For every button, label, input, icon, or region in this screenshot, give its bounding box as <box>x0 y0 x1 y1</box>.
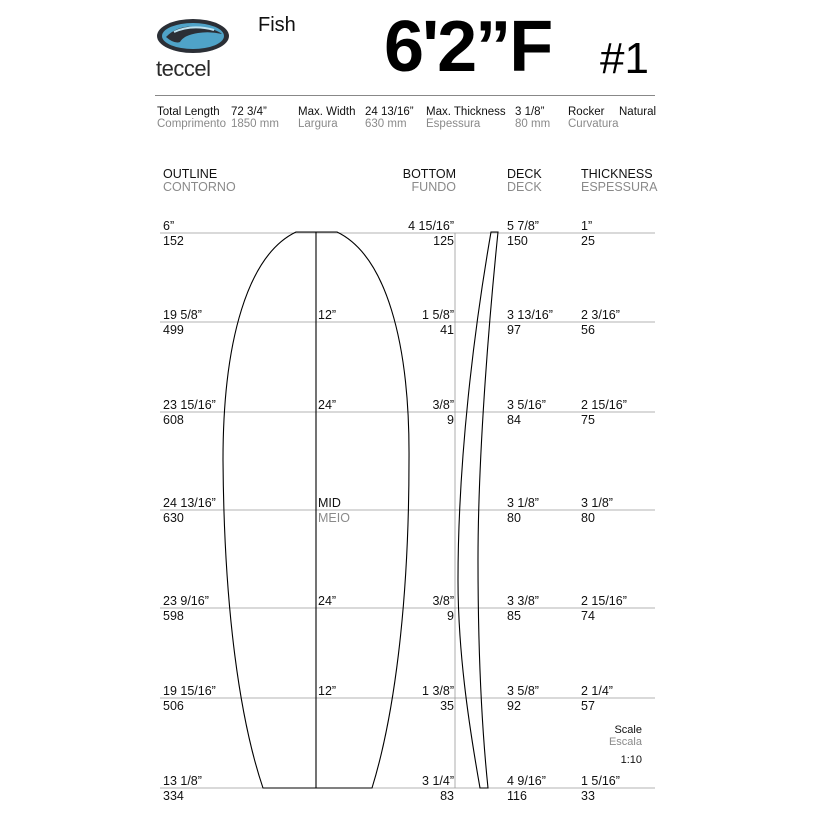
deck-mm: 116 <box>507 789 527 803</box>
model-name: Fish <box>258 14 296 36</box>
outline-mm: 152 <box>163 234 184 248</box>
scale-label: Scale Escala 1:10 <box>608 724 642 766</box>
bottom-mm: 125 <box>433 234 454 248</box>
outline-mm: 598 <box>163 609 184 623</box>
spec-max-thickness-label: Max. Thickness Espessura <box>426 106 506 130</box>
thickness-mm: 74 <box>581 609 595 623</box>
outline-inches: 6” <box>163 219 175 233</box>
thickness-inches: 2 3/16” <box>581 308 620 322</box>
outline-mm: 499 <box>163 323 184 337</box>
header-outline: OUTLINE CONTORNO <box>163 167 236 194</box>
station-position: 12” <box>318 684 337 698</box>
bottom-mm: 9 <box>447 609 454 623</box>
spec-total-length-label: Total Length Comprimento <box>157 106 227 130</box>
deck-mm: 84 <box>507 413 521 427</box>
bottom-mm: 41 <box>440 323 454 337</box>
thickness-mm: 75 <box>581 413 595 427</box>
header-bottom: BOTTOM FUNDO <box>402 167 456 194</box>
deck-inches: 3 3/8” <box>507 594 539 608</box>
outline-inches: 13 1/8” <box>163 774 202 788</box>
outline-mm: 506 <box>163 699 184 713</box>
bottom-mm: 35 <box>440 699 454 713</box>
thickness-mm: 56 <box>581 323 595 337</box>
deck-inches: 3 1/8” <box>507 496 539 510</box>
thickness-mm: 57 <box>581 699 595 713</box>
bottom-inches: 3 1/4” <box>422 774 454 788</box>
logo-text: teccel <box>156 56 211 81</box>
thickness-inches: 2 15/16” <box>581 594 627 608</box>
bottom-inches: 3/8” <box>432 398 454 412</box>
bottom-mm: 83 <box>440 789 454 803</box>
bottom-inches: 3/8” <box>432 594 454 608</box>
thickness-mm: 80 <box>581 511 595 525</box>
thickness-inches: 1” <box>581 219 593 233</box>
deck-mm: 150 <box>507 234 528 248</box>
spec-max-width-label: Max. Width Largura <box>298 106 356 130</box>
outline-inches: 19 5/8” <box>163 308 202 322</box>
deck-inches: 3 5/8” <box>507 684 539 698</box>
thickness-inches: 2 1/4” <box>581 684 613 698</box>
outline-mm: 608 <box>163 413 184 427</box>
station-position: 12” <box>318 308 337 322</box>
deck-inches: 3 13/16” <box>507 308 553 322</box>
station-position: 24” <box>318 594 337 608</box>
thickness-mm: 33 <box>581 789 595 803</box>
bottom-inches: 1 5/8” <box>422 308 454 322</box>
spec-max-thickness-value: 3 1/8” 80 mm <box>515 106 551 130</box>
deck-inches: 5 7/8” <box>507 219 539 233</box>
outline-mm: 630 <box>163 511 184 525</box>
spec-rocker-label: Rocker Curvatura <box>568 106 619 130</box>
thickness-inches: 3 1/8” <box>581 496 613 510</box>
thickness-inches: 1 5/16” <box>581 774 620 788</box>
thickness-inches: 2 15/16” <box>581 398 627 412</box>
bottom-inches: 4 15/16” <box>408 219 454 233</box>
thickness-mm: 25 <box>581 234 595 248</box>
board-size-title: 6'2”F <box>384 7 552 87</box>
deck-inches: 4 9/16” <box>507 774 546 788</box>
bottom-inches: 1 3/8” <box>422 684 454 698</box>
spec-rocker-value: Natural <box>619 106 657 118</box>
outline-inches: 23 9/16” <box>163 594 209 608</box>
header-deck: DECK DECK <box>507 167 542 194</box>
station-position-mid-pt: MEIO <box>318 511 350 525</box>
deck-mm: 85 <box>507 609 521 623</box>
deck-inches: 3 5/16” <box>507 398 546 412</box>
deck-mm: 92 <box>507 699 521 713</box>
station-position-mid: MID <box>318 496 341 510</box>
spec-max-width-value: 24 13/16” 630 mm <box>365 106 414 130</box>
outline-inches: 23 15/16” <box>163 398 216 412</box>
bottom-mm: 9 <box>447 413 454 427</box>
outline-inches: 24 13/16” <box>163 496 216 510</box>
outline-inches: 19 15/16” <box>163 684 216 698</box>
outline-mm: 334 <box>163 789 184 803</box>
deck-mm: 80 <box>507 511 521 525</box>
board-number: #1 <box>600 34 649 83</box>
spec-total-length-value: 72 3/4” 1850 mm <box>231 106 279 130</box>
station-position: 24” <box>318 398 337 412</box>
header-thickness: THICKNESS ESPESSURA <box>581 167 658 194</box>
deck-mm: 97 <box>507 323 521 337</box>
